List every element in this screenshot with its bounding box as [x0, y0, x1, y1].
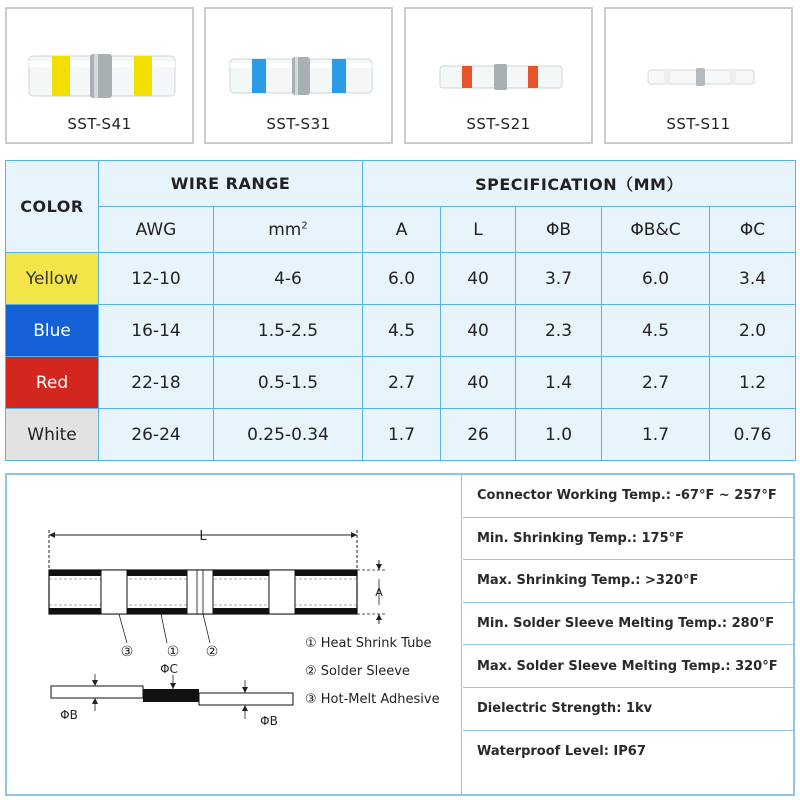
dim-phib-left-label: ΦB	[60, 708, 78, 722]
phib-cell: 1.4	[516, 357, 602, 409]
product-card-s21	[404, 7, 593, 144]
awg-cell: 26-24	[99, 409, 214, 461]
prop-max-shrink-temp: Max. Shrinking Temp.: >320°F	[463, 560, 793, 603]
callout-1: ①	[166, 644, 180, 660]
prop-dielectric-strength: Dielectric Strength: 1kv	[463, 688, 793, 731]
mm2-cell: 4-6	[214, 253, 363, 305]
header-mm2: $mm^2$	[214, 207, 363, 253]
prop-waterproof-level: Waterproof Level: IP67	[477, 744, 646, 760]
product-label: SST-S41	[67, 115, 132, 133]
prop-min-solder-temp: Min. Solder Sleeve Melting Temp.: 280°F	[463, 603, 793, 646]
phibc-cell: 4.5	[602, 305, 710, 357]
a-cell: 2.7	[363, 357, 441, 409]
prop-max-solder-temp: Max. Solder Sleeve Melting Temp.: 320°F	[463, 645, 793, 688]
callout-3: ③	[120, 644, 134, 660]
spec-table	[5, 160, 796, 461]
details-panel	[5, 473, 795, 796]
dim-a-label: A	[375, 586, 383, 599]
dimension-diagram	[7, 475, 462, 794]
header-phic: ΦC	[710, 207, 796, 253]
color-cell-blue: Blue	[6, 305, 99, 357]
color-cell-white: White	[6, 409, 99, 461]
awg-cell: 12-10	[99, 253, 214, 305]
phic-cell: 2.0	[710, 305, 796, 357]
phic-cell: 3.4	[710, 253, 796, 305]
product-label: SST-S21	[466, 115, 531, 133]
phib-cell: 2.3	[516, 305, 602, 357]
phibc-cell: 6.0	[602, 253, 710, 305]
l-cell: 26	[441, 409, 516, 461]
mm2-cell: 1.5-2.5	[214, 305, 363, 357]
legend-heat-shrink-tube: ① Heat Shrink Tube	[305, 636, 432, 651]
awg-cell: 22-18	[99, 357, 214, 409]
connector-diagram	[7, 475, 462, 794]
header-phibc: ΦB&C	[602, 207, 710, 253]
product-label: SST-S31	[266, 115, 331, 133]
table-row	[6, 409, 796, 461]
header-l: L	[441, 207, 516, 253]
phib-cell: 3.7	[516, 253, 602, 305]
header-a: A	[363, 207, 441, 253]
prop-min-shrink-temp: Min. Shrinking Temp.: 175°F	[463, 518, 793, 561]
a-cell: 4.5	[363, 305, 441, 357]
product-card-s11	[604, 7, 793, 144]
color-cell-yellow: Yellow	[6, 253, 99, 305]
product-card-s41	[5, 7, 194, 144]
l-cell: 40	[441, 253, 516, 305]
phib-cell: 1.0	[516, 409, 602, 461]
phic-cell: 1.2	[710, 357, 796, 409]
legend-solder-sleeve: ② Solder Sleeve	[305, 664, 410, 679]
l-cell: 40	[441, 305, 516, 357]
mm2-cell: 0.5-1.5	[214, 357, 363, 409]
header-color: COLOR	[6, 161, 99, 253]
header-specification: SPECIFICATION（MM）	[363, 161, 796, 207]
properties-list	[463, 475, 793, 794]
phibc-cell: 1.7	[602, 409, 710, 461]
dim-phic-label: ΦC	[160, 662, 178, 676]
a-cell: 6.0	[363, 253, 441, 305]
dim-l-label: L	[199, 529, 207, 544]
table-row	[6, 305, 796, 357]
phic-cell: 0.76	[710, 409, 796, 461]
table-row	[6, 253, 796, 305]
awg-cell: 16-14	[99, 305, 214, 357]
header-awg: AWG	[99, 207, 214, 253]
callout-2: ②	[205, 644, 219, 660]
header-phib: ΦB	[516, 207, 602, 253]
prop-working-temp: Connector Working Temp.: -67°F ~ 257°F	[463, 475, 793, 518]
phibc-cell: 2.7	[602, 357, 710, 409]
table-row	[6, 357, 796, 409]
legend-hot-melt-adhesive: ③ Hot-Melt Adhesive	[305, 692, 440, 707]
header-wire-range: WIRE RANGE	[99, 161, 363, 207]
a-cell: 1.7	[363, 409, 441, 461]
product-card-s31	[204, 7, 393, 144]
dim-phib-right-label: ΦB	[260, 714, 278, 728]
l-cell: 40	[441, 357, 516, 409]
color-cell-red: Red	[6, 357, 99, 409]
mm2-cell: 0.25-0.34	[214, 409, 363, 461]
product-label: SST-S11	[666, 115, 731, 133]
